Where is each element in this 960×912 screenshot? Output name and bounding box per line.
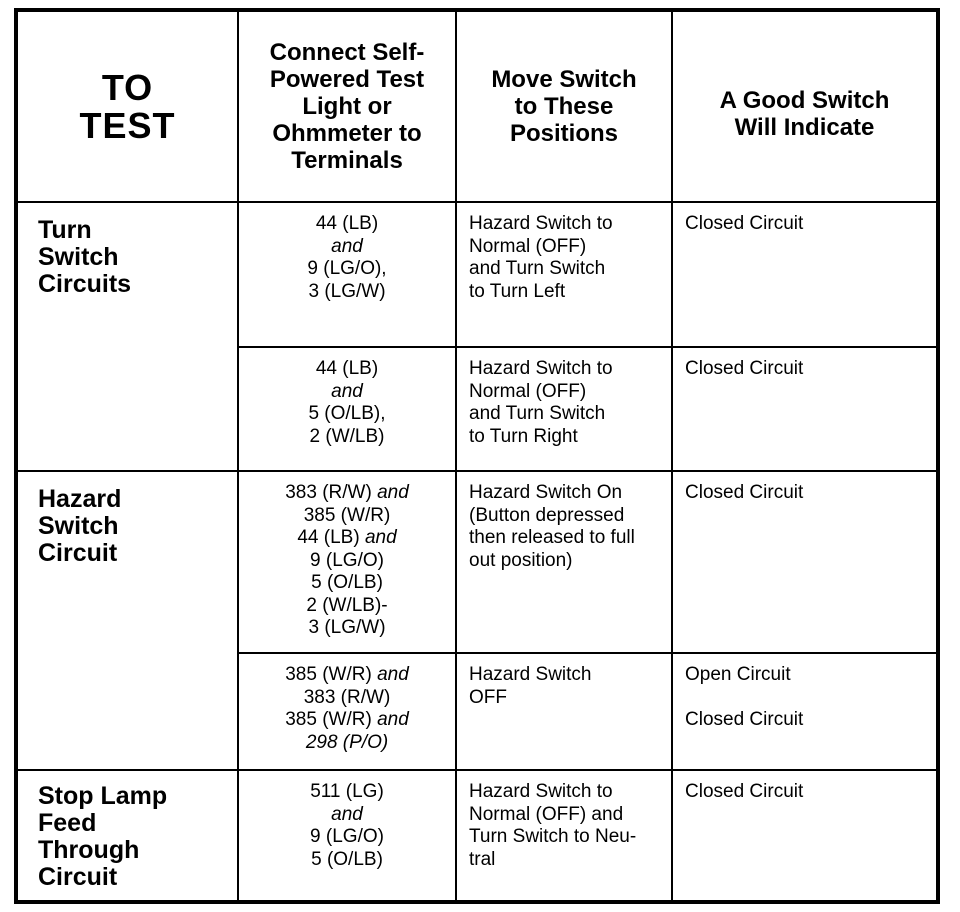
- result-cell: Closed Circuit: [672, 770, 936, 900]
- terminals-cell: 383 (R/W) and 385 (W/R) 44 (LB) and 9 (LG/O) 5 (O/LB) 2 (W/LB)- 3 (LG/W): [238, 471, 456, 653]
- positions-cell: Hazard Switch On (Button depressed then released to full out position): [456, 471, 672, 653]
- positions-cell: Hazard Switch OFF: [456, 653, 672, 770]
- table-row: [18, 770, 936, 900]
- positions-cell: Hazard Switch to Normal (OFF) and Turn Switch to Turn Right: [456, 347, 672, 471]
- terminals-cell: 511 (LG) and 9 (LG/O) 5 (O/LB): [238, 770, 456, 900]
- header-row: [18, 12, 936, 202]
- header-to-test: TO TEST: [18, 12, 238, 202]
- category-hazard-switch-circuit: Hazard Switch Circuit: [18, 471, 238, 770]
- positions-cell: Hazard Switch to Normal (OFF) and Turn Switch to Turn Left: [456, 202, 672, 347]
- header-indicate: A Good Switch Will Indicate: [672, 12, 936, 202]
- switch-test-table-frame: [14, 8, 940, 904]
- result-cell: Open Circuit Closed Circuit: [672, 653, 936, 770]
- category-stop-lamp-feed: Stop Lamp Feed Through Circuit: [18, 770, 238, 900]
- result-cell: Closed Circuit: [672, 471, 936, 653]
- table-row: [18, 471, 936, 653]
- header-terminals: Connect Self- Powered Test Light or Ohmmeter to Terminals: [238, 12, 456, 202]
- header-positions: Move Switch to These Positions: [456, 12, 672, 202]
- terminals-cell: 44 (LB) and 9 (LG/O), 3 (LG/W): [238, 202, 456, 347]
- positions-cell: Hazard Switch to Normal (OFF) and Turn Switch to Neu- tral: [456, 770, 672, 900]
- category-turn-switch-circuits: Turn Switch Circuits: [18, 202, 238, 471]
- result-cell: Closed Circuit: [672, 202, 936, 347]
- table-row: [18, 202, 936, 347]
- terminals-cell: 385 (W/R) and 383 (R/W) 385 (W/R) and 298 (P/O): [238, 653, 456, 770]
- terminals-cell: 44 (LB) and 5 (O/LB), 2 (W/LB): [238, 347, 456, 471]
- switch-test-table: [18, 12, 936, 900]
- result-cell: Closed Circuit: [672, 347, 936, 471]
